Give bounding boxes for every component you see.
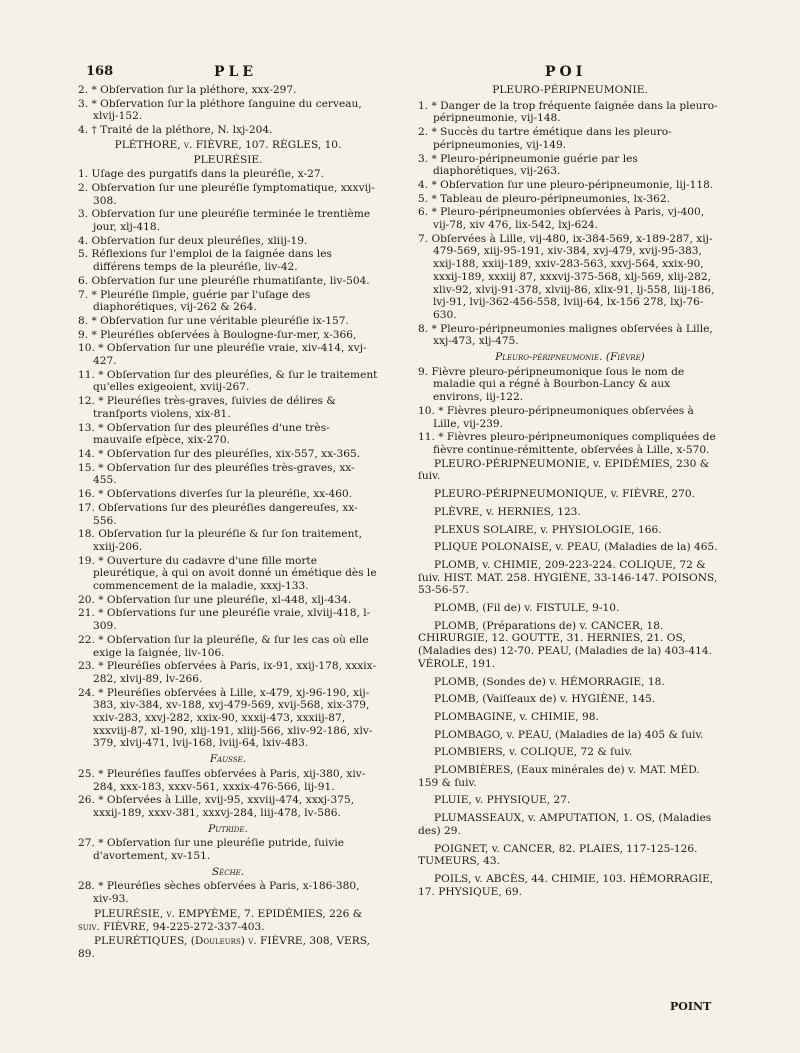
index-entry: 5. Réflexions ſur l'emploi de la ſaignée dans les différens temps de la pleuréſie, liv-42.	[78, 248, 332, 274]
page-number: 168	[86, 64, 114, 79]
index-entry: 3. * Pleuro-péripneumonie guérie par les diaphorétiques, vij-263.	[418, 152, 638, 178]
cross-reference: PLOMBAGO, v. PEAU, (Maladies de la) 405 & ſuiv.	[434, 728, 704, 741]
index-entry: 26. * Obſervées à Lille, xvij-95, xxviij-474, xxxj-375, xxxij-189, xxxv-381, xxxvj-284, liij-478, lv-586.	[78, 794, 355, 819]
index-entry: 6. * Pleuro-péripneumonies obſervées à Paris, vj-400, vij-78, xiv 476, lix-542, lxj-624.	[418, 206, 705, 232]
index-entry: 21. * Obſervations ſur une pleuréſie vraie, xlviij-418, l-309.	[78, 607, 371, 633]
index-entry: 10. * Obſervation ſur une pleuréſie vraie, xiv-414, xvj-427.	[78, 342, 367, 368]
cross-reference: PLUMASSEAUX, v. AMPUTATION, 1. OS, (Maladies des) 29.	[418, 812, 712, 837]
cross-reference: PLEURO-PÉRIPNEUMONIE, v. EPIDÉMIES, 230 & ſuiv.	[418, 457, 710, 483]
section-heading: PLÉTHORE, v. FIÈVRE, 107. RÈGLES, 10.	[114, 138, 342, 151]
index-entry: 14. * Obſervation ſur des pleuréſies, xix-557, xx-365.	[78, 447, 361, 460]
index-entry: 1. Uſage des purgatifs dans la pleuréſie, x-27.	[78, 168, 324, 181]
index-entry: 15. * Obſervation ſur des pleuréſies très-graves, xx-455.	[78, 461, 355, 487]
index-entry: 2. Obſervation ſur une pleuréſie ſymptomatique, xxxvij-308.	[78, 181, 375, 207]
cross-reference: PLÈVRE, v. HERNIES, 123.	[434, 505, 581, 518]
cross-reference: PLEURÉSIE, v. EMPYÈME, 7. EPIDÉMIES, 226 & ſuiv. FIÈVRE, 94-225-272-337-403.	[78, 907, 363, 933]
index-entry: 3. * Obſervation ſur la pléthore ſanguine du cerveau, xlvij-152.	[78, 97, 362, 123]
cross-reference: PLEURÉTIQUES, (Douleurs) v. FIÈVRE, 308, VERS, 89.	[78, 935, 370, 960]
index-entry: 11. * Obſervation ſur des pleuréſies, & ſur le traitement qu'elles exigeoient, xviij-267.	[78, 368, 378, 394]
index-entry: 2. * Obſervation ſur la pléthore, xxx-297.	[78, 84, 297, 96]
cross-reference: PLOMB, (Fil de) v. FISTULE, 9-10.	[434, 602, 620, 615]
index-entry: 24. * Pleuréſies obſervées à Lille, x-479, xj-96-190, xij-383, xiv-384, xv-188, xvj-479-569, xvij-568, xix-379, xxiv-283, xxvj-282, xxix-90, xxxij-473, xxxiij-87, xxxviij-87, xl-190, xlij-191, xliij-566, xliv-92-186, xlv-379, xlvij-471, lvij-168, lviij-64, lxiv-483.	[78, 686, 373, 750]
cross-reference: PLEXUS SOLAIRE, v. PHYSIOLOGIE, 166.	[434, 523, 662, 536]
index-entry: 20. * Obſervation ſur une pleuréſie, xl-448, xlj-434.	[78, 593, 352, 606]
index-entry: 5. * Tableau de pleuro-péripneumonies, lx-362.	[418, 192, 670, 205]
index-entry: 25. * Pleuréſies fauſſes obſervées à Paris, xij-380, xiv-284, xxx-183, xxxv-561, xxxix-476-566, lij-91.	[78, 767, 366, 793]
cross-reference: PLOMBIÈRES, (Eaux minérales de) v. MAT. MÉD. 159 & ſuiv.	[418, 764, 700, 789]
cross-reference: PLOMB, v. CHIMIE, 209-223-224. COLIQUE, 72 & ſuiv. HIST. MAT. 258. HYGIÈNE, 33-146-147. POISONS, 53-56-57.	[418, 558, 718, 597]
cross-reference: PLOMBIERS, v. COLIQUE, 72 & ſuiv.	[434, 746, 633, 759]
index-entry: 13. * Obſervation ſur des pleuréſies d'une très-mauvaiſe eſpèce, xix-270.	[78, 421, 330, 447]
cross-reference: PLOMB, (Vaiſſeaux de) v. HYGIÈNE, 145.	[434, 693, 656, 706]
section-subheading: Putride.	[208, 822, 248, 835]
index-entry: 4. Obſervation ſur deux pleuréſies, xliij-19.	[78, 234, 308, 247]
index-entry: 8. * Obſervation ſur une véritable pleuréſie ix-157.	[78, 314, 349, 327]
index-entry: 4. * Obſervation ſur une pleuro-péripneumonie, lij-118.	[418, 178, 714, 191]
section-heading: PLEURO-PÉRIPNEUMONIE.	[492, 84, 648, 96]
running-head-right: POI	[545, 64, 587, 80]
index-entry: 23. * Pleuréſies obſervées à Paris, ix-91, xxij-178, xxxix-282, xlvij-89, lv-266.	[78, 660, 377, 685]
cross-reference: PLOMBAGINE, v. CHIMIE, 98.	[434, 710, 599, 723]
index-entry: 9. * Pleuréſies obſervées à Boulogne-ſur-mer, x-366,	[78, 328, 357, 341]
index-entry: 19. * Ouverture du cadavre d'une fille morte pleurétique, à qui on avoit donné un émétique dès le commencement de la maladie, xxxj-133.	[78, 554, 377, 593]
index-entry: 27. * Obſervation ſur une pleuréſie putride, ſuivie d'avortement, xv-151.	[78, 837, 344, 863]
index-entry: 12. * Pleuréſies très-graves, ſuivies de délires & tranſports violens, xix-81.	[78, 395, 336, 420]
right-column	[418, 84, 722, 903]
index-entry: 10. * Fièvres pleuro-péripneumoniques obſervées à Lille, vij-239.	[418, 404, 694, 430]
index-entry: 6. Obſervation ſur une pleuréſie rhumatiſante, liv-504.	[78, 274, 370, 287]
cross-reference: PLOMB, (Préparations de) v. CANCER, 18. CHIRURGIE, 12. GOUTTE, 31. HERNIES, 21. OS, (Maladies des) 12-70. PEAU, (Maladies de la) 403-414. VÉROLE, 191.	[418, 619, 712, 670]
section-subheading: Pleuro-péripneumonie. (Fièvre)	[495, 351, 645, 364]
index-entry: 7. Obſervées à Lille, vij-480, ix-384-569, x-189-287, xij-479-569, xiij-95-191, xiv-384, xvj-479, xvij-95-383, xxij-188, xxiij-189, xxiv-283-563, xxvj-564, xxix-90, xxxij-189, xxxiij 87, xxxvij-375-568, xlj-569, xlij-282, xliv-92, xlvij-91-378, xlviij-86, xlix-91, lj-558, liij-186, lvj-91, lvij-362-456-558, lviij-64, lx-156 278, lxj-76-630.	[418, 232, 715, 321]
index-entry: 3. Obſervation ſur une pleuréſie terminée le trentième jour, xlj-418.	[78, 208, 371, 234]
index-entry: 4. † Traité de la pléthore, N. lxj-204.	[78, 124, 273, 137]
left-column	[78, 84, 378, 963]
index-entry: 11. * Fièvres pleuro-péripneumoniques compliquées de fièvre continue-rémittente, obſervées à Lille, x-570.	[418, 431, 716, 456]
section-subheading: Sèche.	[211, 865, 245, 878]
index-entry: 28. * Pleuréſies sèches obſervées à Paris, x-186-380, xiv-93.	[78, 880, 360, 906]
index-entry: 18. Obſervation ſur la pleuréſie & ſur ſon traitement, xxiij-206.	[78, 528, 363, 553]
index-entry: 1. * Danger de la trop fréquente ſaignée dans la pleuro-péripneumonie, vij-148.	[418, 99, 718, 125]
cross-reference: POIGNET, v. CANCER, 82. PLAIES, 117-125-126. TUMEURS, 43.	[418, 842, 698, 868]
section-heading: PLEURÉSIE.	[193, 153, 263, 166]
running-head-left: PLE	[214, 64, 258, 80]
cross-reference: PLEURO-PÉRIPNEUMONIQUE, v. FIÈVRE, 270.	[434, 488, 696, 501]
catchword: POINT	[670, 1000, 712, 1013]
index-entry: 8. * Pleuro-péripneumonies malignes obſervées à Lille, xxj-473, xlj-475.	[418, 322, 713, 348]
cross-reference: PLUIE, v. PHYSIQUE, 27.	[434, 794, 571, 807]
cross-reference: PLOMB, (Sondes de) v. HÉMORRAGIE, 18.	[434, 675, 665, 688]
index-entry: 9. Fièvre pleuro-péripneumonique ſous le nom de maladie qui a régné à Bourbon-Lancy & aux environs, iij-122.	[418, 365, 685, 404]
index-entry: 2. * Succès du tartre émétique dans les pleuro-péripneumonies, vij-149.	[418, 126, 672, 151]
section-subheading: Fausse.	[209, 753, 247, 766]
index-entry: 16. * Obſervations diverſes ſur la pleuréſie, xx-460.	[78, 488, 353, 501]
index-entry: 17. Obſervations ſur des pleuréſies dangereuſes, xx-556.	[78, 501, 358, 527]
cross-reference: POILS, v. ABCÈS, 44. CHIMIE, 103. HÉMORRAGIE, 17. PHYSIQUE, 69.	[418, 872, 714, 898]
index-entry: 7. * Pleuréſie ſimple, guérie par l'uſage des diaphorétiques, vij-262 & 264.	[78, 288, 311, 314]
index-entry: 22. * Obſervation ſur la pleuréſie, & ſur les cas où elle exige la ſaignée, liv-106.	[78, 633, 369, 659]
cross-reference: PLIQUE POLONAISE, v. PEAU, (Maladies de la) 465.	[434, 541, 718, 554]
